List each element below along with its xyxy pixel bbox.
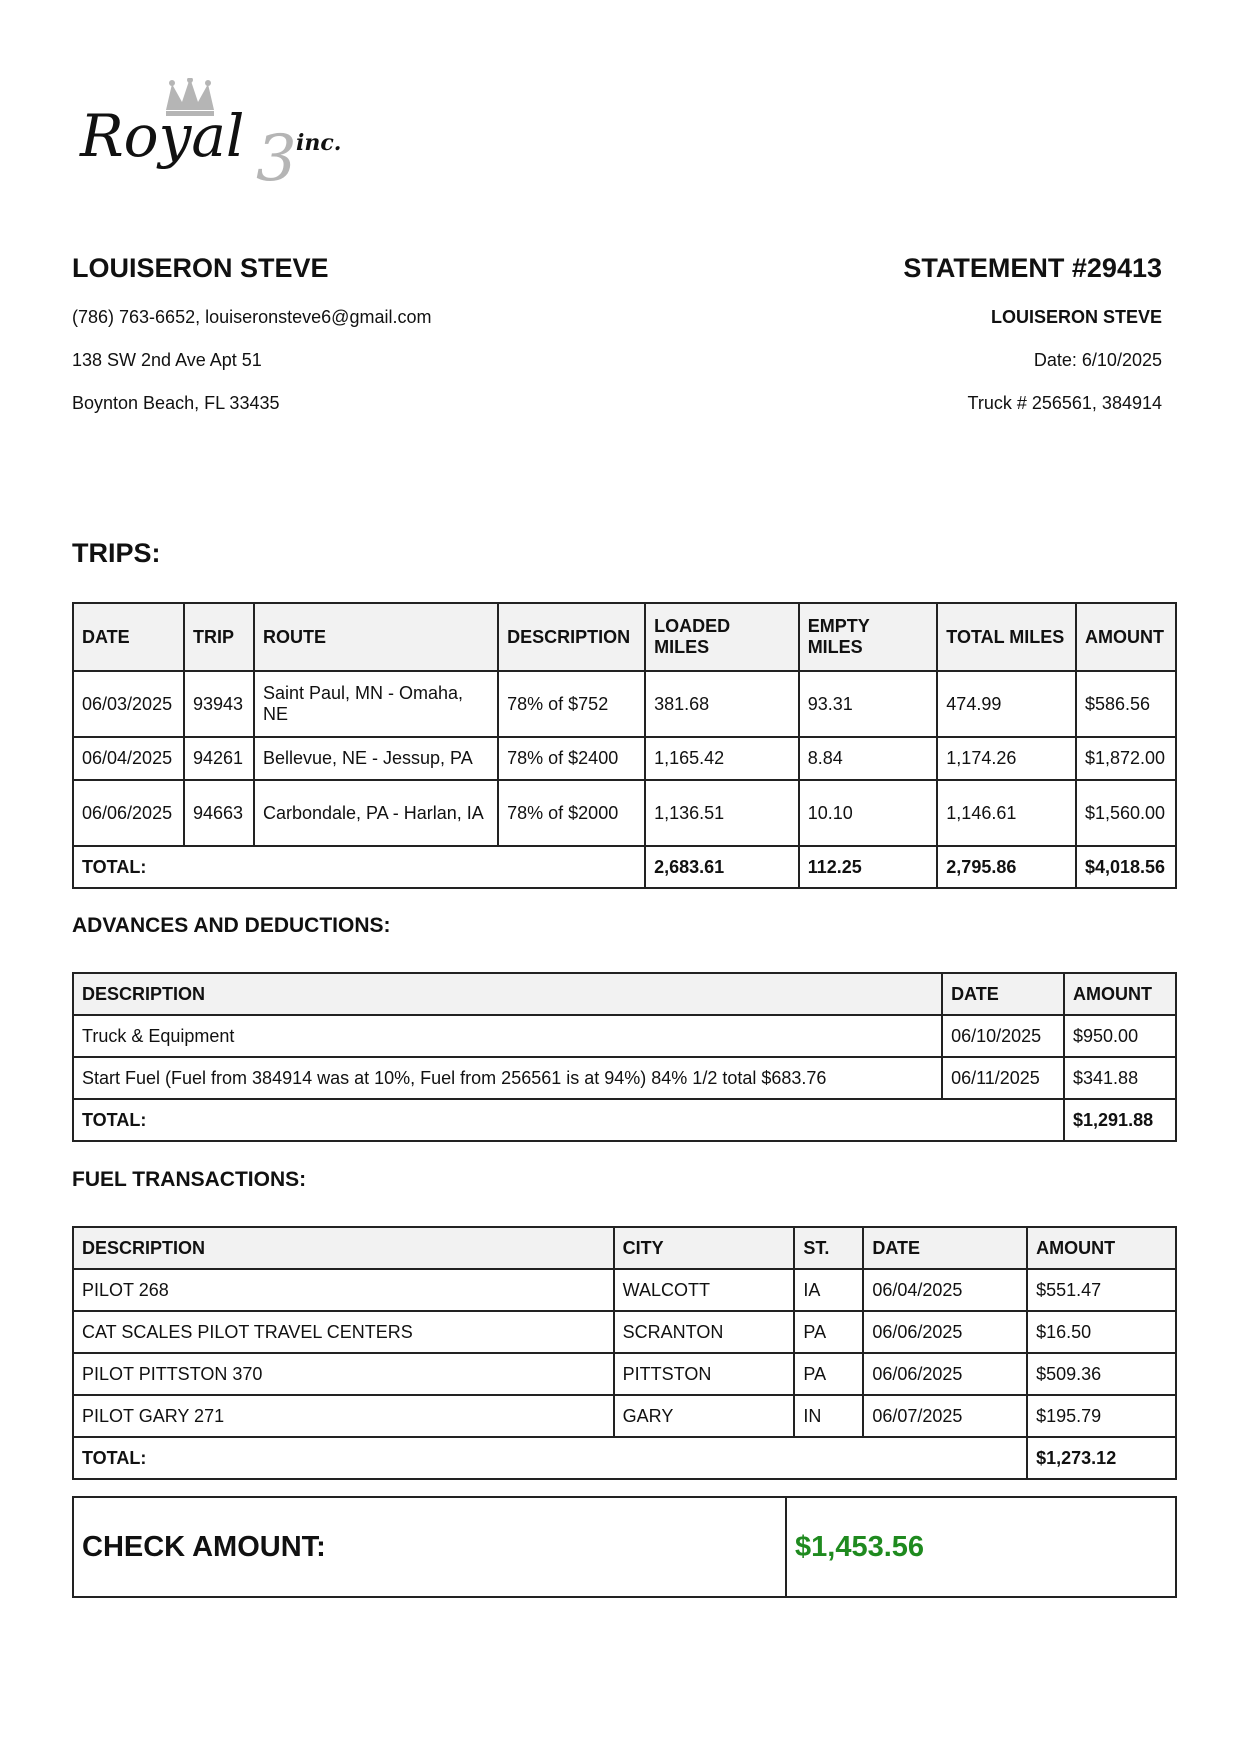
table-row bbox=[73, 780, 1176, 846]
fuel-amount: $509.36 bbox=[1027, 1353, 1176, 1395]
trip-empty-miles: 93.31 bbox=[799, 671, 938, 737]
fuel-table bbox=[72, 1226, 1177, 1480]
trip-date: 06/06/2025 bbox=[73, 780, 184, 846]
fuel-date: 06/04/2025 bbox=[863, 1269, 1027, 1311]
trip-amount: $1,560.00 bbox=[1076, 780, 1176, 846]
trip-loaded-miles: 1,136.51 bbox=[645, 780, 799, 846]
trip-loaded-miles: 381.68 bbox=[645, 671, 799, 737]
fuel-state: PA bbox=[794, 1311, 863, 1353]
advance-description: Start Fuel (Fuel from 384914 was at 10%, Fuel from 256561 is at 94%) 84% 1/2 total $683.76 bbox=[73, 1057, 942, 1099]
trip-number: 93943 bbox=[184, 671, 254, 737]
statement-title: STATEMENT #29413 bbox=[903, 253, 1162, 283]
trip-amount: $586.56 bbox=[1076, 671, 1176, 737]
check-amount-value: $1,453.56 bbox=[795, 1530, 925, 1563]
advances-total-label: TOTAL: bbox=[73, 1099, 1064, 1141]
check-amount-label: CHECK AMOUNT: bbox=[74, 1498, 787, 1596]
trip-route: Bellevue, NE - Jessup, PA bbox=[254, 737, 498, 780]
fuel-description: CAT SCALES PILOT TRAVEL CENTERS bbox=[73, 1311, 614, 1353]
driver-name: LOUISERON STEVE bbox=[72, 253, 329, 283]
fuel-amount: $551.47 bbox=[1027, 1269, 1176, 1311]
trips-total-amount: $4,018.56 bbox=[1076, 846, 1176, 888]
driver-contact: (786) 763-6652, louiseronsteve6@gmail.com bbox=[72, 307, 432, 327]
fuel-date: 06/06/2025 bbox=[863, 1311, 1027, 1353]
trips-col-trip: TRIP bbox=[184, 603, 254, 671]
advance-amount: $950.00 bbox=[1064, 1015, 1176, 1057]
advance-date: 06/11/2025 bbox=[942, 1057, 1064, 1099]
advances-table bbox=[72, 972, 1177, 1142]
trips-table bbox=[72, 602, 1177, 889]
fuel-city: WALCOTT bbox=[614, 1269, 795, 1311]
fuel-date: 06/06/2025 bbox=[863, 1353, 1027, 1395]
statement-name: LOUISERON STEVE bbox=[990, 307, 1162, 327]
fuel-city: PITTSTON bbox=[614, 1353, 795, 1395]
fuel-description: PILOT 268 bbox=[73, 1269, 614, 1311]
fuel-total-amount: $1,273.12 bbox=[1027, 1437, 1176, 1479]
trip-number: 94663 bbox=[184, 780, 254, 846]
company-logo bbox=[78, 78, 388, 198]
driver-address-line1: 138 SW 2nd Ave Apt 51 bbox=[72, 350, 262, 370]
statement-date: Date: 6/10/2025 bbox=[1033, 350, 1162, 370]
trip-route: Saint Paul, MN - Omaha, NE bbox=[254, 671, 498, 737]
fuel-description: PILOT GARY 271 bbox=[73, 1395, 614, 1437]
fuel-total-row bbox=[73, 1437, 1176, 1479]
trips-total-loaded: 2,683.61 bbox=[645, 846, 799, 888]
fuel-state: IN bbox=[794, 1395, 863, 1437]
advance-amount: $341.88 bbox=[1064, 1057, 1176, 1099]
trips-col-date: DATE bbox=[73, 603, 184, 671]
trips-total-row bbox=[73, 846, 1176, 888]
table-row bbox=[73, 1015, 1176, 1057]
fuel-city: SCRANTON bbox=[614, 1311, 795, 1353]
fuel-date: 06/07/2025 bbox=[863, 1395, 1027, 1437]
table-row bbox=[73, 1269, 1176, 1311]
advances-total-row bbox=[73, 1099, 1176, 1141]
trips-total-label: TOTAL: bbox=[73, 846, 645, 888]
advance-date: 06/10/2025 bbox=[942, 1015, 1064, 1057]
table-row bbox=[73, 671, 1176, 737]
table-row bbox=[73, 1311, 1176, 1353]
fuel-state: IA bbox=[794, 1269, 863, 1311]
trip-route: Carbondale, PA - Harlan, IA bbox=[254, 780, 498, 846]
trips-col-amount: AMOUNT bbox=[1076, 603, 1176, 671]
statement-info bbox=[903, 250, 1162, 414]
fuel-amount: $16.50 bbox=[1027, 1311, 1176, 1353]
trips-total-miles: 2,795.86 bbox=[937, 846, 1076, 888]
logo-royal-text: Royal bbox=[80, 102, 245, 170]
fuel-col-date: DATE bbox=[863, 1227, 1027, 1269]
statement-truck: Truck # 256561, 384914 bbox=[967, 393, 1162, 413]
advances-col-date: DATE bbox=[942, 973, 1064, 1015]
table-row bbox=[73, 1395, 1176, 1437]
trips-col-empty-miles: EMPTY MILES bbox=[799, 603, 938, 671]
advances-header-row bbox=[73, 973, 1176, 1015]
table-row bbox=[73, 737, 1176, 780]
trips-title: TRIPS: bbox=[72, 538, 161, 568]
trip-date: 06/04/2025 bbox=[73, 737, 184, 780]
fuel-col-city: CITY bbox=[614, 1227, 795, 1269]
table-row bbox=[73, 1353, 1176, 1395]
driver-address-line2: Boynton Beach, FL 33435 bbox=[72, 393, 280, 413]
trip-loaded-miles: 1,165.42 bbox=[645, 737, 799, 780]
trips-total-empty: 112.25 bbox=[799, 846, 938, 888]
fuel-amount: $195.79 bbox=[1027, 1395, 1176, 1437]
trip-amount: $1,872.00 bbox=[1076, 737, 1176, 780]
trips-col-description: DESCRIPTION bbox=[498, 603, 645, 671]
trips-col-total-miles: TOTAL MILES bbox=[937, 603, 1076, 671]
fuel-title: FUEL TRANSACTIONS: bbox=[72, 1168, 307, 1191]
trip-empty-miles: 8.84 bbox=[799, 737, 938, 780]
trips-col-loaded-miles: LOADED MILES bbox=[645, 603, 799, 671]
trip-description: 78% of $752 bbox=[498, 671, 645, 737]
check-amount-box bbox=[72, 1496, 1177, 1598]
trip-total-miles: 1,174.26 bbox=[937, 737, 1076, 780]
fuel-header-row bbox=[73, 1227, 1176, 1269]
advances-title: ADVANCES AND DEDUCTIONS: bbox=[72, 914, 391, 937]
trip-total-miles: 1,146.61 bbox=[937, 780, 1076, 846]
advances-total-amount: $1,291.88 bbox=[1064, 1099, 1176, 1141]
advances-col-amount: AMOUNT bbox=[1064, 973, 1176, 1015]
royal3-logo-graphic bbox=[78, 78, 388, 198]
fuel-state: PA bbox=[794, 1353, 863, 1395]
trips-header-row bbox=[73, 603, 1176, 671]
fuel-col-description: DESCRIPTION bbox=[73, 1227, 614, 1269]
driver-info bbox=[72, 250, 431, 414]
fuel-total-label: TOTAL: bbox=[73, 1437, 1027, 1479]
advances-col-description: DESCRIPTION bbox=[73, 973, 942, 1015]
fuel-col-amount: AMOUNT bbox=[1027, 1227, 1176, 1269]
trip-total-miles: 474.99 bbox=[937, 671, 1076, 737]
fuel-city: GARY bbox=[614, 1395, 795, 1437]
advance-description: Truck & Equipment bbox=[73, 1015, 942, 1057]
trip-date: 06/03/2025 bbox=[73, 671, 184, 737]
fuel-col-state: ST. bbox=[794, 1227, 863, 1269]
trip-empty-miles: 10.10 bbox=[799, 780, 938, 846]
fuel-description: PILOT PITTSTON 370 bbox=[73, 1353, 614, 1395]
trip-description: 78% of $2000 bbox=[498, 780, 645, 846]
trips-col-route: ROUTE bbox=[254, 603, 498, 671]
trip-description: 78% of $2400 bbox=[498, 737, 645, 780]
logo-number-text: 3 bbox=[256, 122, 297, 196]
table-row bbox=[73, 1057, 1176, 1099]
logo-suffix-text: inc. bbox=[296, 130, 342, 156]
trip-number: 94261 bbox=[184, 737, 254, 780]
